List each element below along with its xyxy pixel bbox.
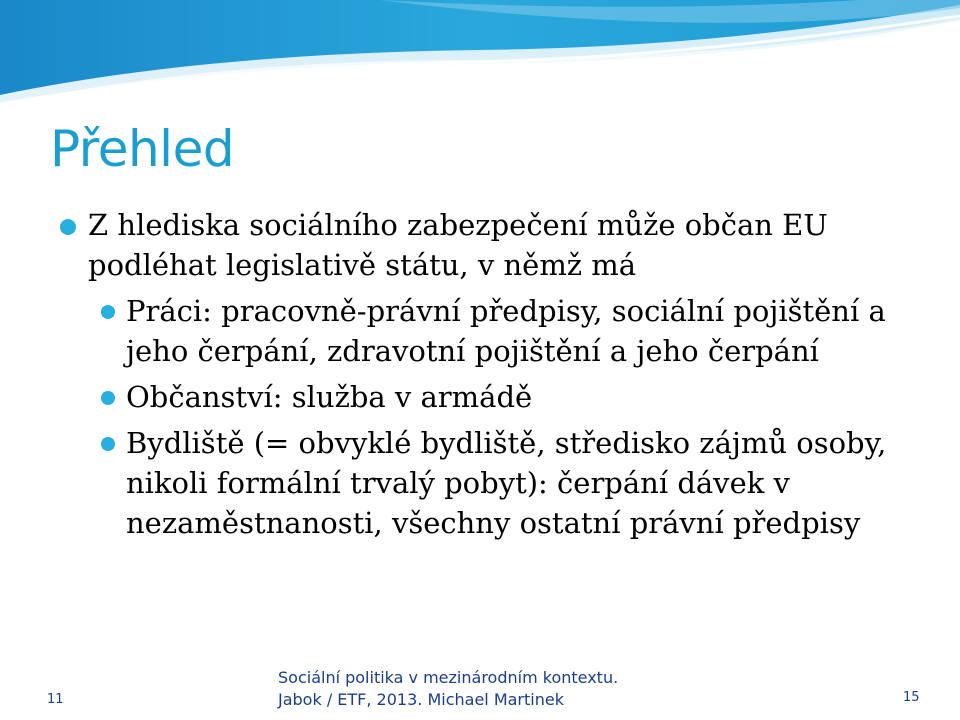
footer-course-info [278, 667, 618, 711]
bullet-dot-icon [101, 391, 115, 405]
bullet-dot-icon [101, 437, 115, 451]
sub-bullet-citizenship [60, 377, 940, 417]
bullet-dot-icon [101, 305, 115, 319]
footer [0, 662, 960, 720]
footer-slide-number-left: 11 [47, 692, 64, 707]
header-swoosh-decoration [0, 0, 960, 110]
footer-slide-number-right: 15 [903, 690, 920, 705]
bullet-main-text: Z hlediska sociálního zabezpečení může občan EU podléhat legislativě státu, v němž má [88, 208, 828, 282]
sub-bullet-work-text: Práci: pracovně-právní předpisy, sociální pojištění a jeho čerpání, zdravotní pojištění a jeho čerpání [126, 294, 886, 368]
sub-bullet-citizenship-text: Občanství: služba v armádě [126, 380, 533, 414]
bullet-dot-icon [60, 219, 76, 235]
sub-bullet-residence [60, 423, 940, 543]
bullet-main [60, 205, 940, 285]
slide-title: Přehled [50, 120, 235, 178]
footer-line-1: Sociální politika v mezinárodním kontextu. [278, 668, 619, 687]
content-area [60, 205, 940, 543]
sub-bullet-residence-text: Bydliště (= obvyklé bydliště, středisko zájmů osoby, nikoli formální trvalý pobyt): čerpání dávek v nezaměstnanosti, všechny ostatní právní předpisy [126, 426, 887, 540]
sub-bullet-work [60, 291, 940, 371]
footer-line-2: Jabok / ETF, 2013. Michael Martinek [278, 690, 564, 709]
